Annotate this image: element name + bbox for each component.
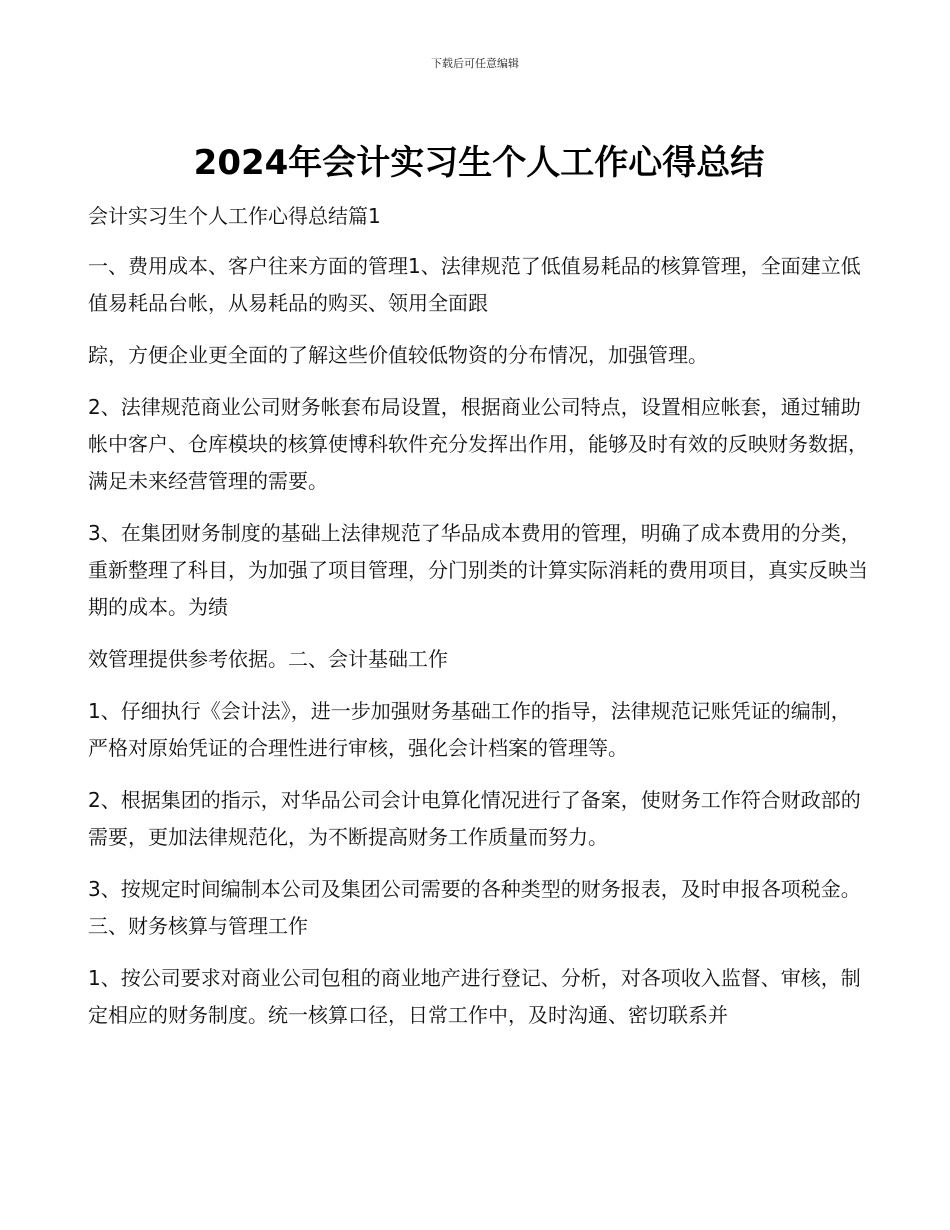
paragraph: 2、根据集团的指示，对华品公司会计电算化情况进行了备案，使财务工作符合财政部的需要，更加法律规范化，为不断提高财务工作质量而努力。 (88, 788, 861, 849)
section-heading: 会计实习生个人工作心得总结篇1 (88, 204, 381, 228)
paragraph: 1、仔细执行《会计法》，进一步加强财务基础工作的指导，法律规范记账凭证的编制，严格对原始凭证的合理性进行审核，强化会计档案的管理等。 (88, 699, 851, 760)
paragraph: 一、费用成本、客户往来方面的管理1、法律规范了低值易耗品的核算管理，全面建立低值易耗品台帐，从易耗品的购买、领用全面跟 (88, 254, 861, 315)
paragraph: 2、法律规范商业公司财务帐套布局设置，根据商业公司特点，设置相应帐套，通过辅助帐中客户、仓库模块的核算使博科软件充分发挥出作用，能够及时有效的反映财务数据，满足未来经营管理的需要。 (88, 395, 868, 493)
paragraph: 1、按公司要求对商业公司包租的商业地产进行登记、分析，对各项收入监督、审核，制定相应的财务制度。统一核算口径，日常工作中，及时沟通、密切联系并 (88, 966, 861, 1027)
paragraph: 踪，方便企业更全面的了解这些价值较低物资的分布情况，加强管理。 (88, 343, 708, 367)
paragraph: 3、按规定时间编制本公司及集团公司需要的各种类型的财务报表，及时申报各项税金。三、财务核算与管理工作 (88, 877, 861, 938)
paragraph: 效管理提供参考依据。二、会计基础工作 (88, 647, 448, 671)
document-title: 2024年会计实习生个人工作心得总结 (193, 143, 765, 183)
document-body (88, 198, 870, 1034)
paragraph: 3、在集团财务制度的基础上法律规范了华品成本费用的管理，明确了成本费用的分类，重新整理了科目，为加强了项目管理，分门别类的计算实际消耗的费用项目，真实反映当期的成本。为绩 (88, 521, 868, 619)
header-note: 下载后可任意编辑 (431, 57, 519, 70)
